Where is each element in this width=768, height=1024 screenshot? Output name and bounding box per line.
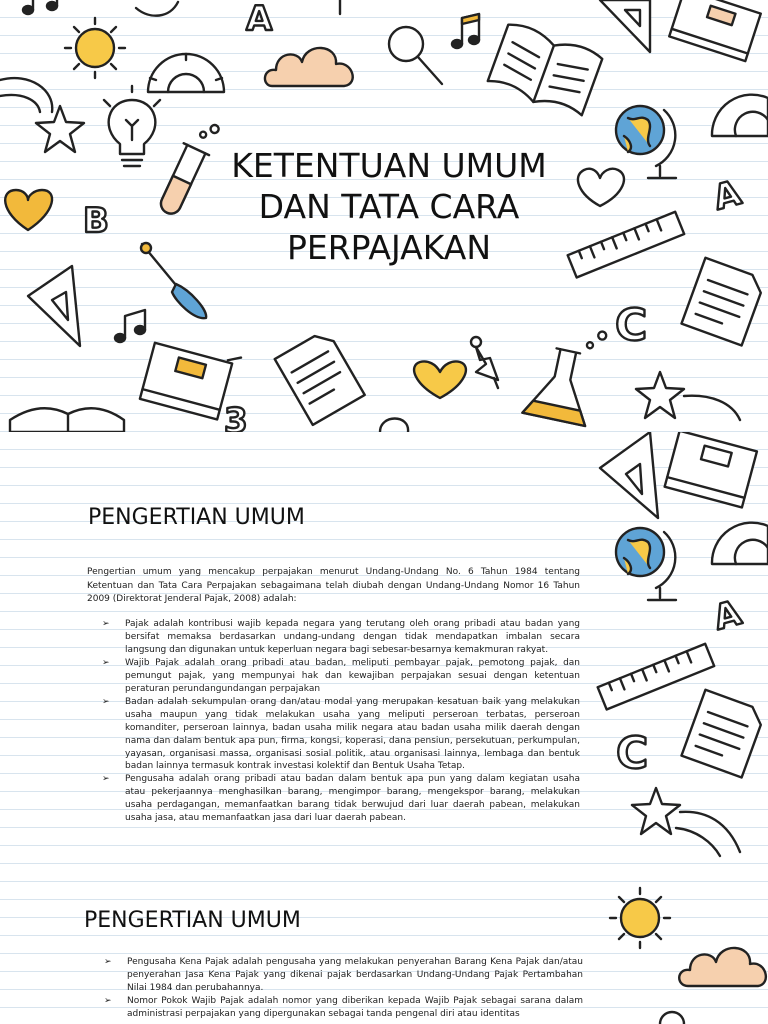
heart-icon [5,190,52,230]
protractor-icon [712,523,768,564]
definition-list [104,956,583,1021]
list-item-text: Pengusaha Kena Pajak adalah pengusaha yang melakukan penyerahan Barang Kena Pajak dan/atau penyerahan Jasa Kena Pajak yang dikenai pajak berdasarkan Undang-Undang Pajak Pertambahan Nilai 1984 dan perubahannya. [127,957,583,993]
bullet-arrow-icon: ➢ [102,696,110,707]
ruler-icon [568,212,685,278]
bullet-arrow-icon: ➢ [102,619,110,629]
list-item-text: Pengusaha adalah orang pribadi atau badan dalam bentuk apa pun yang dalam kegiatan usaha atau pekerjaannya menghasilkan barang, mengimpor barang, mengekspor barang, melakukan usaha perdagangan, memanfaatkan barang tidak berwujud dari luar daerah pabean, melakukan usaha jasa, atau memanfaatkan jasa dari luar daerah pabean. [125,774,580,824]
list-item-text: Badan adalah sekumpulan orang dan/atau modal yang merupakan kesatuan baik yang melakukan usaha maupun yang tidak melakukan usaha yang meliputi perseroan terbatas, perseroan komanditer, perseroan lainnya, badan usaha milik negara atau badan usaha milik daerah dengan nama dan dalam bentuk apa pun, firma, kongsi, koperasi, dana pensiun, persekutuan, perkumpulan, yayasan, organisasi massa, organisasi sosial politik, atau organisasi lainnya, lembaga dan bentuk badan lainnya termasuk kontrak investasi kolektif dan Bentuk Usaha Tetap. [125,696,580,772]
intro-paragraph: Pengertian umum yang mencakup perpajakan menurut Undang-Undang No. 6 Tahun 1984 tentang Ketentuan dan Tata Cara Perpajakan sebagaimana telah diubah dengan Undang-Undang Nomor 16 Tahun 2009 (Direktorat Jenderal Pajak, 2008) adalah: [87,567,580,604]
bullet-arrow-icon: ➢ [104,995,112,1006]
pushpin-icon [471,337,498,388]
document-icon [681,258,765,346]
list-item-text: Nomor Pokok Wajib Pajak adalah nomor yang diberikan kepada Wajib Pajak sebagai sarana dalam administrasi perpajakan yang dipergunakan sebagai tanda pengenal diri atau identitas [127,995,583,1019]
doodle-letter-c-icon: C [616,728,649,779]
leaf-icon [136,2,178,16]
list-item [102,773,580,825]
heart-icon [414,361,466,398]
closed-book-icon [665,432,757,507]
globe-icon [616,106,676,178]
protractor-icon [148,54,224,92]
doodle-letter-b-icon: B [83,201,109,241]
doodle-number-3-icon: 3 [224,401,248,432]
list-item [104,995,583,1021]
sun-icon [610,888,670,948]
globe-icon [616,528,676,600]
music-note-icon [452,14,479,48]
star-icon [632,788,740,856]
list-item [104,956,583,995]
document-icon [681,690,765,778]
list-item-text: Pajak adalah kontribusi wajib kepada negara yang terutang oleh orang pribadi atau badan yang bersifat memaksa berdasarkan undang-undang dengan tidak mendapatkan imbalan secara langsung dan digunakan untuk keperluan negara bagi sebesar-besarnya kemakmuran rakyat. [125,619,580,655]
flask-icon [522,319,607,427]
triangle-ruler-icon [600,0,650,52]
cloud-icon [265,48,353,86]
doodle-letter-a-icon: A [709,592,746,639]
cloud-icon [679,948,766,986]
list-item [102,696,580,774]
content-slide-1 [0,432,768,874]
paintbrush-icon [141,243,206,318]
open-book-icon [486,21,603,119]
triangle-ruler-icon [600,432,658,518]
list-item [102,657,580,696]
closed-book-icon [669,0,761,61]
heart-icon [578,169,624,206]
bullet-arrow-icon: ➢ [102,657,110,668]
star-icon [636,372,740,420]
sun-icon [65,18,125,78]
title-slide [0,0,768,432]
doodle-number-icon [380,419,408,433]
definition-list [102,618,580,825]
magnifier-icon [660,1012,684,1024]
shooting-star-icon [0,78,84,152]
protractor-icon [712,95,768,136]
document-icon [275,329,365,425]
doodle-letter-c-icon: C [615,300,648,351]
list-item [102,618,580,657]
page-title: KETENTUAN UMUM DAN TATA CARA PERPAJAKAN [231,146,547,267]
music-note-icon [115,310,145,342]
ruler-icon [598,644,715,710]
list-item-text: Wajib Pajak adalah orang pribadi atau badan, meliputi pembayar pajak, pemotong pajak, dan pemungut pajak, yang mempunyai hak dan kewajiban perpajakan sesuai dengan ketentuan peraturan perundangundangan perpajakan [125,657,580,694]
bullet-arrow-icon: ➢ [102,774,110,785]
section-heading: PENGERTIAN UMUM [84,908,301,933]
magnifier-icon [389,27,442,84]
open-book-icon [10,408,124,432]
bullet-arrow-icon: ➢ [104,957,112,967]
section-heading: PENGERTIAN UMUM [88,505,305,530]
doodle-letter-a-icon: A [709,173,746,219]
content-slide-2 [0,874,768,1024]
lightbulb-icon [104,86,160,166]
doodle-letter-a-icon: A [246,0,273,39]
music-note-icon [23,0,57,14]
triangle-ruler-icon [28,266,80,346]
